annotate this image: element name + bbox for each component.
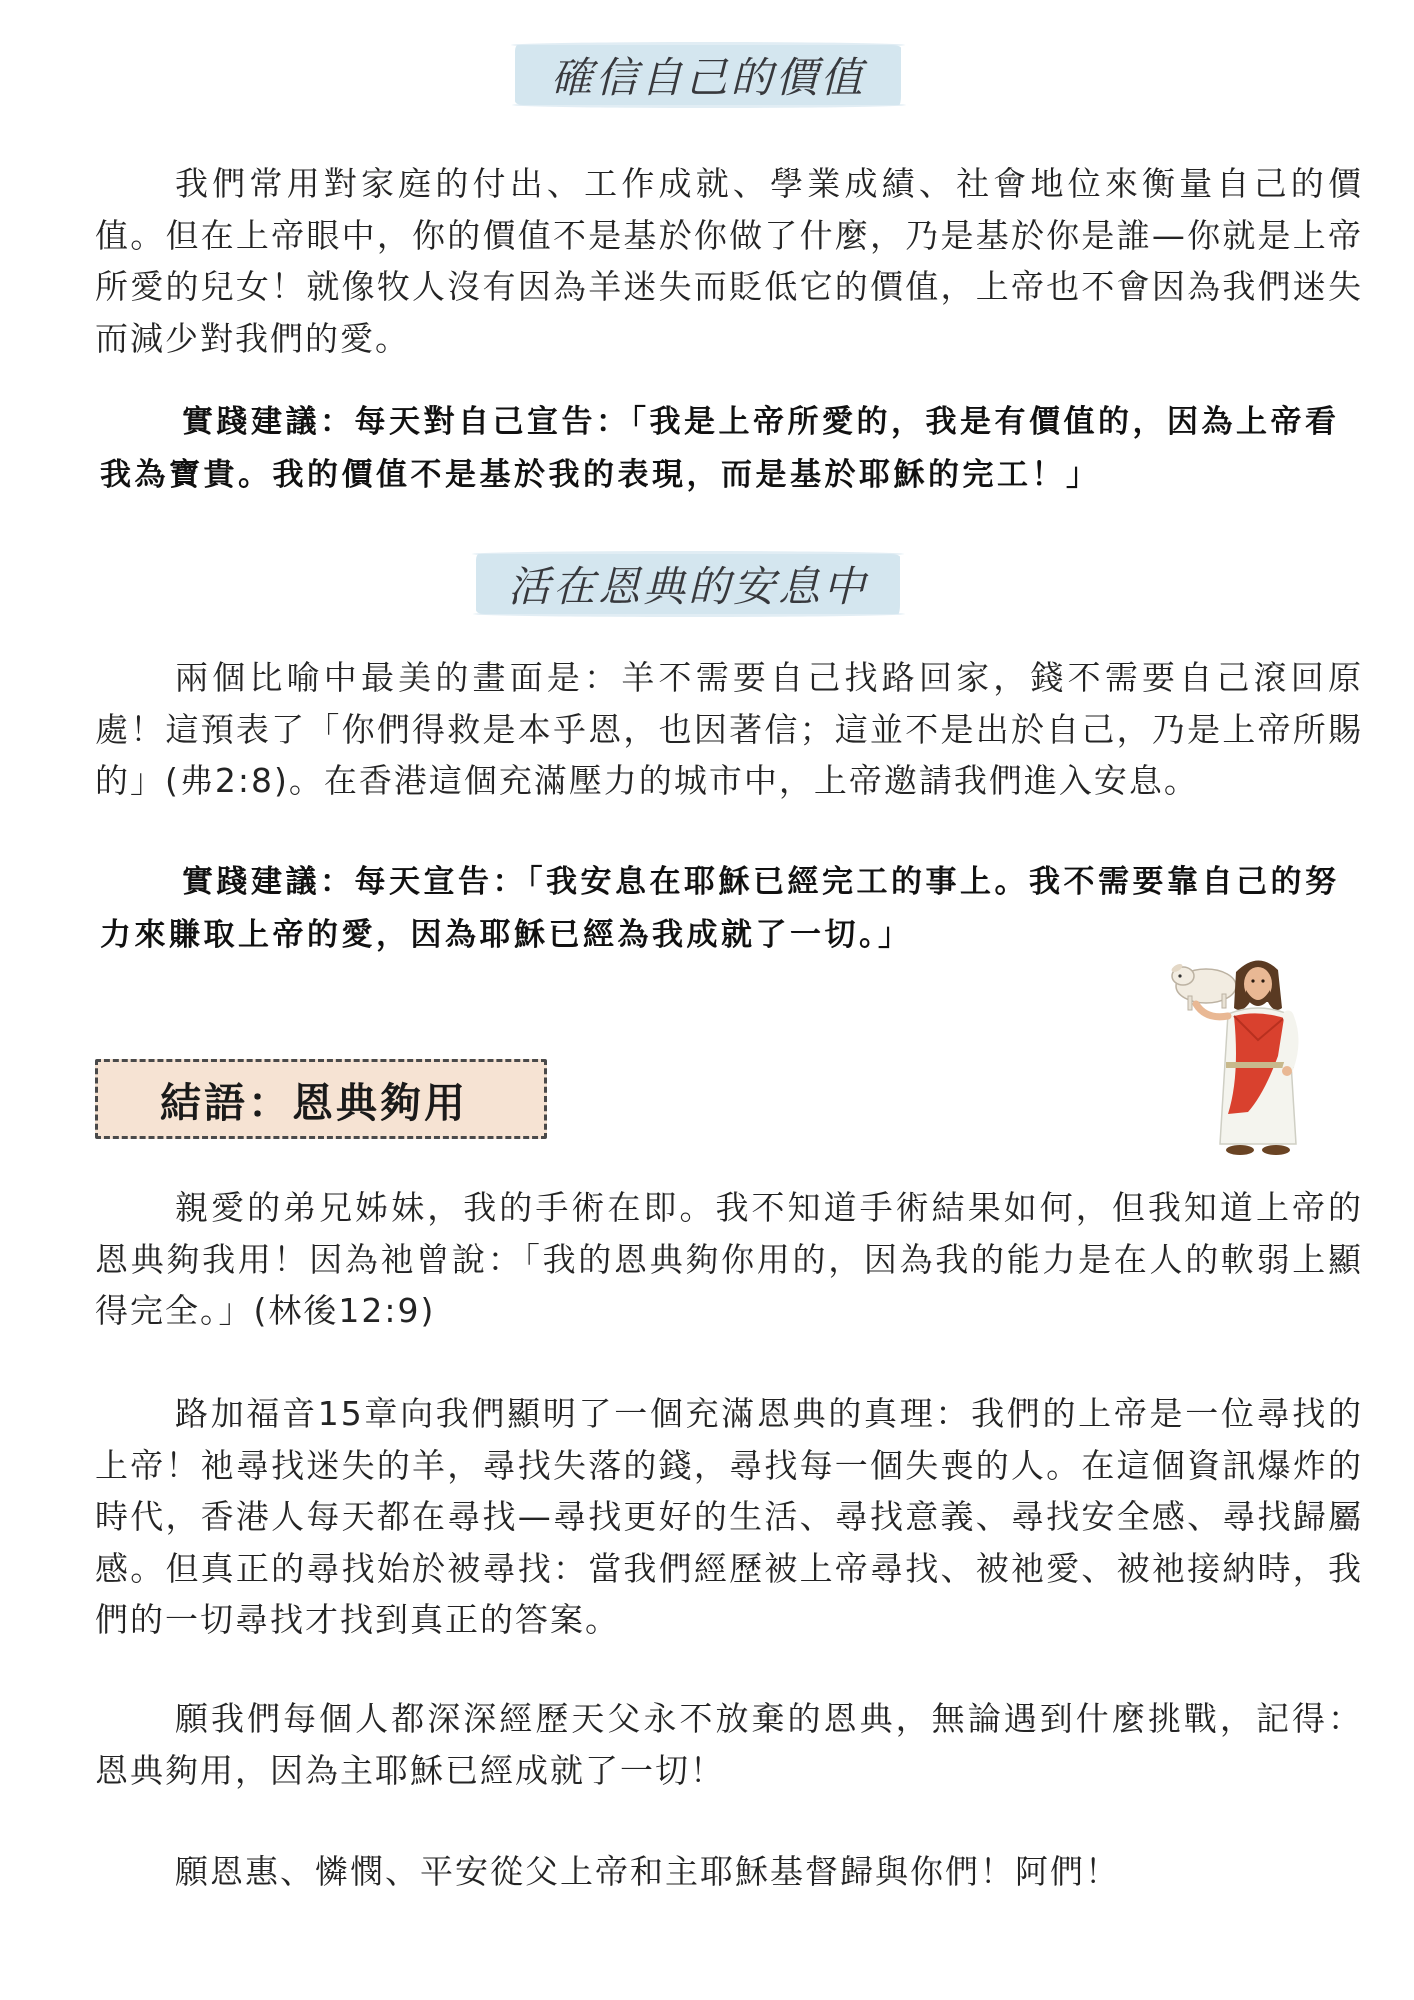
shepherd-carrying-lamb-icon <box>1166 944 1301 1164</box>
practice-suggestion-rest: 實踐建議：每天宣告：「我安息在耶穌已經完工的事上。我不需要靠自己的努力來賺取上帝的愛，因為耶穌已經為我成就了一切。」 <box>100 864 1340 953</box>
conclusion-paragraph-3: 願我們每個人都深深經歷天父永不放棄的恩典，無論遇到什麼挑戰，記得：恩典夠用，因為主耶穌已經成就了一切！ <box>95 1699 1363 1790</box>
section-body-worth: 我們常用對家庭的付出、工作成就、學業成績、社會地位來衡量自己的價值。但在上帝眼中，你的價值不是基於你做了什麼，乃是基於你是誰—你就是上帝所愛的兒女！就像牧人沒有因為羊迷失而貶低它的價值，上帝也不會因為我們迷失而減少對我們的愛。 <box>95 164 1363 358</box>
section-body-rest: 兩個比喻中最美的畫面是：羊不需要自己找路回家，錢不需要自己滾回原處！這預表了「你們得救是本乎恩，也因著信；這並不是出於自己，乃是上帝所賜的」(弗2:8)。在香港這個充滿壓力的城市中，上帝邀請我們進入安息。 <box>95 658 1363 800</box>
section-heading-worth: 確信自己的價值 <box>515 45 901 105</box>
practice-suggestion-worth: 實踐建議：每天對自己宣告：「我是上帝所愛的，我是有價值的，因為上帝看我為寶貴。我的價值不是基於我的表現，而是基於耶穌的完工！」 <box>100 404 1340 493</box>
section-heading-rest: 活在恩典的安息中 <box>476 554 900 614</box>
conclusion-heading: 結語：恩典夠用 <box>95 1059 547 1139</box>
conclusion-paragraph-1: 親愛的弟兄姊妹，我的手術在即。我不知道手術結果如何，但我知道上帝的恩典夠我用！因為祂曾說：「我的恩典夠你用的，因為我的能力是在人的軟弱上顯得完全。」(林後12:9) <box>95 1188 1363 1330</box>
conclusion-paragraph-4: 願恩惠、憐憫、平安從父上帝和主耶穌基督歸與你們！阿們！ <box>175 1852 1120 1891</box>
conclusion-paragraph-2: 路加福音15章向我們顯明了一個充滿恩典的真理：我們的上帝是一位尋找的上帝！祂尋找迷失的羊，尋找失落的錢，尋找每一個失喪的人。在這個資訊爆炸的時代，香港人每天都在尋找—尋找更好的生活、尋找意義、尋找安全感、尋找歸屬感。但真正的尋找始於被尋找：當我們經歷被上帝尋找、被祂愛、被祂接納時，我們的一切尋找才找到真正的答案。 <box>95 1394 1363 1639</box>
